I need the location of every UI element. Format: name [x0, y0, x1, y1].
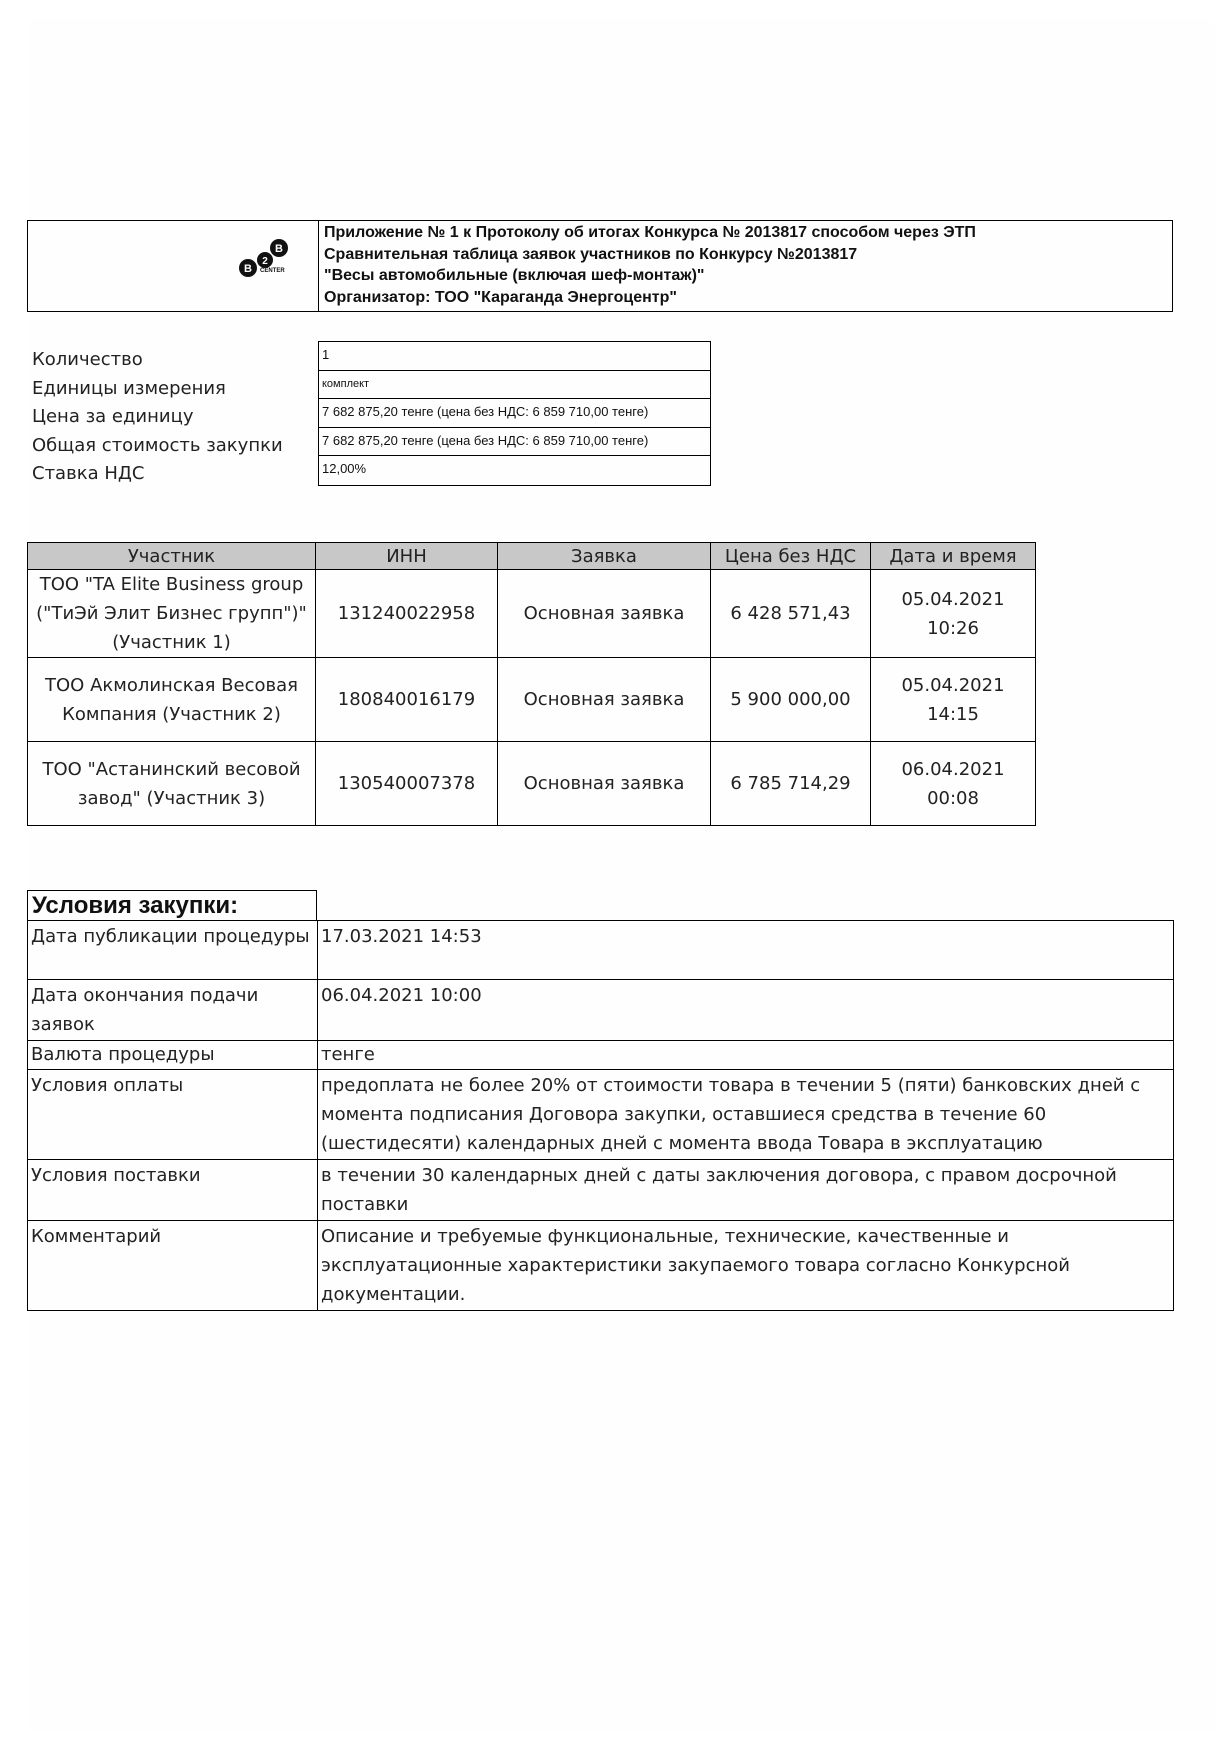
table-row: [28, 1160, 1174, 1221]
col-header-bid: Заявка: [498, 543, 711, 570]
participant-name-line: ТОО Акмолинская Весовая: [45, 674, 298, 696]
participant-time: 14:15: [927, 703, 979, 725]
summary-labels: [32, 346, 283, 489]
participant-time: 10:26: [927, 617, 979, 639]
participant-name: [28, 570, 316, 658]
participant-name-line: ТОО "TA Elite Business group: [39, 574, 304, 595]
table-row: [28, 921, 1174, 980]
condition-label-delivery-terms: Условия поставки: [28, 1160, 318, 1221]
participant-time: 00:08: [927, 787, 979, 809]
participant-name-line: (Участник 1): [112, 632, 231, 653]
table-row: [28, 570, 1036, 658]
participants-table: [27, 542, 1036, 826]
condition-value-delivery-terms: в течении 30 календарных дней с даты заключения договора, с правом досрочной поставки: [318, 1160, 1174, 1221]
participant-datetime: [871, 658, 1036, 742]
condition-label-currency: Валюта процедуры: [28, 1041, 318, 1070]
condition-label-publication-date: Дата публикации процедуры: [28, 921, 318, 980]
condition-label-payment-terms: Условия оплаты: [28, 1070, 318, 1160]
col-header-price: Цена без НДС: [711, 543, 871, 570]
participant-inn: 130540007378: [316, 742, 498, 826]
svg-text:2: 2: [262, 256, 268, 267]
condition-value-currency: тенге: [318, 1041, 1174, 1070]
col-header-datetime: Дата и время: [871, 543, 1036, 570]
header-text: [324, 221, 1172, 311]
header-line-organizer: Организатор: ТОО "Караганда Энергоцентр": [324, 288, 677, 306]
participant-date: 05.04.2021: [901, 588, 1005, 610]
summary-label-vat-rate: Ставка НДС: [32, 463, 145, 484]
svg-text:B: B: [275, 243, 283, 255]
summary-value-unit: комплект: [319, 371, 710, 400]
table-row: [28, 658, 1036, 742]
participant-price: 5 900 000,00: [711, 658, 871, 742]
col-header-participant: Участник: [28, 543, 316, 570]
participant-date: 06.04.2021: [901, 758, 1005, 780]
participant-price: 6 428 571,43: [711, 570, 871, 658]
participant-bid: Основная заявка: [498, 658, 711, 742]
participants-header-row: [28, 543, 1036, 570]
participant-inn: 180840016179: [316, 658, 498, 742]
condition-label-deadline: Дата окончания подачи заявок: [28, 980, 318, 1041]
summary-value-unit-price: 7 682 875,20 тенге (цена без НДС: 6 859 710,00 тенге): [319, 399, 710, 428]
participant-inn: 131240022958: [316, 570, 498, 658]
header-line-subject: "Весы автомобильные (включая шеф-монтаж)": [324, 267, 705, 284]
col-header-inn: ИНН: [316, 543, 498, 570]
table-row: [28, 1070, 1174, 1160]
participant-name-line: ТОО "Астанинский весовой: [42, 758, 301, 780]
conditions-title: Условия закупки:: [27, 890, 317, 920]
participant-price: 6 785 714,29: [711, 742, 871, 826]
participant-bid: Основная заявка: [498, 570, 711, 658]
b2b-center-logo: [224, 237, 320, 297]
participant-name: [28, 742, 316, 826]
document-header: [27, 220, 1173, 312]
summary-values-box: [318, 341, 711, 486]
table-row: [28, 980, 1174, 1041]
participant-date: 05.04.2021: [901, 674, 1005, 696]
participant-name-line: ("ТиЭй Элит Бизнес групп")": [36, 603, 307, 624]
conditions-table: [27, 920, 1174, 1311]
svg-text:B: B: [244, 263, 252, 275]
participant-bid: Основная заявка: [498, 742, 711, 826]
summary-value-vat-rate: 12,00%: [322, 461, 367, 476]
condition-value-comment: Описание и требуемые функциональные, технические, качественные и эксплуатационные характеристики закупаемого товара согласно Конкурсной документации.: [318, 1221, 1174, 1311]
participant-name-line: Компания (Участник 2): [62, 703, 281, 725]
condition-value-deadline: 06.04.2021 10:00: [318, 980, 1174, 1041]
participant-name-line: завод" (Участник 3): [77, 787, 266, 809]
header-line-annex: Приложение № 1 к Протоколу об итогах Конкурса № 2013817 способом через ЭТП: [324, 224, 976, 241]
table-row: [28, 742, 1036, 826]
summary-label-unit-price: Цена за единицу: [32, 406, 194, 427]
condition-value-publication-date: 17.03.2021 14:53: [318, 921, 1174, 980]
condition-value-payment-terms: предоплата не более 20% от стоимости товара в течении 5 (пяти) банковских дней с момента подписания Договора закупки, оставшиеся средства в течение 60 (шестидесяти) календарных дней с момента ввода Товара в эксплуатацию: [318, 1070, 1174, 1160]
participant-datetime: [871, 570, 1036, 658]
summary-label-total-cost: Общая стоимость закупки: [32, 434, 283, 456]
logo-cell: [28, 221, 319, 311]
summary-label-quantity: Количество: [32, 349, 143, 370]
condition-label-comment: Комментарий: [28, 1221, 318, 1311]
header-line-table-title: Сравнительная таблица заявок участников по Конкурсу №2013817: [324, 245, 858, 263]
svg-text:CENTER: CENTER: [260, 268, 285, 274]
table-row: [28, 1221, 1174, 1311]
participant-name: [28, 658, 316, 742]
summary-value-quantity: 1: [319, 342, 710, 371]
summary-label-unit: Единицы измерения: [32, 377, 226, 399]
table-row: [28, 1041, 1174, 1070]
summary-value-total-cost: 7 682 875,20 тенге (цена без НДС: 6 859 710,00 тенге): [319, 428, 710, 457]
participant-datetime: [871, 742, 1036, 826]
